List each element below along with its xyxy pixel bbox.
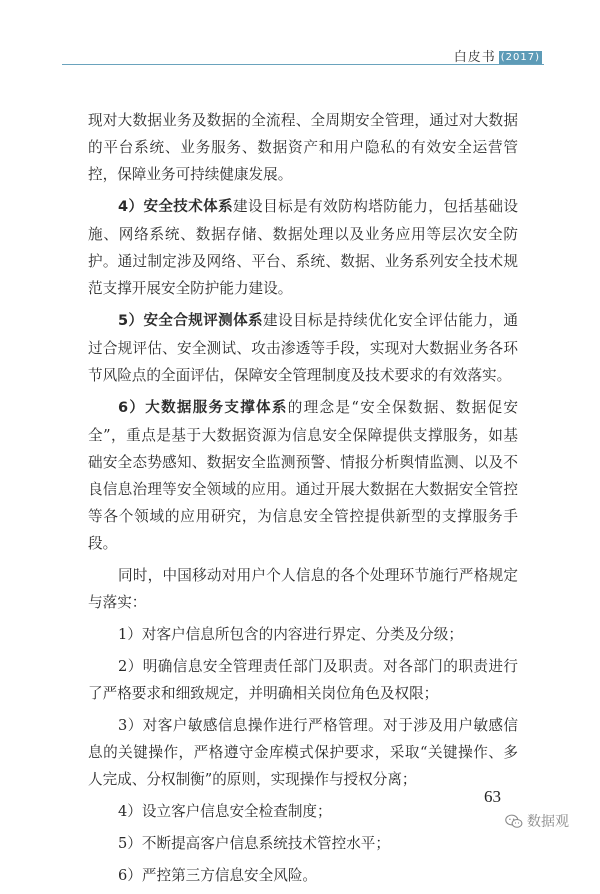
body-text	[88, 107, 518, 894]
page-number: 63	[484, 787, 501, 806]
wechat-icon	[505, 814, 523, 829]
paragraph-text: 的理念是“安全保数据、数据促安全”，重点是基于大数据资源为信息安全保障提供支撑服务，如基础安全态势感知、数据安全监测预警、情报分析舆情监测、以及不良信息治理等安全领域的应用。通过开展大数据在大数据安全管控等各个领域的应用研究，为信息安全管控提供新型的支撑服务手段。	[88, 399, 519, 552]
header-title	[454, 46, 542, 65]
paragraph-security-tech	[88, 193, 518, 302]
paragraph-intro: 现对大数据业务及数据的全流程、全周期安全管理，通过对大数据的平台系统、业务服务、数据资产和用户隐私的有效安全运营管控，保障业务可持续健康发展。	[88, 112, 518, 183]
paragraph-text: 建设目标是有效防构塔防能力，包括基础设施、网络系统、数据存储、数据处理以及业务应用等层次安全防护。通过制定涉及网络、平台、系统、数据、业务系列安全技术规范支撑开展安全防护能力建设。	[88, 198, 519, 297]
item-number: 6）	[118, 400, 146, 416]
page-header	[0, 0, 600, 70]
heading-big-data-service: 大数据服务支撑体系	[145, 400, 288, 416]
list-item: 1）对客户信息所包含的内容进行界定、分类及分级；	[118, 626, 463, 643]
list-item: 4）设立客户信息安全检查制度；	[118, 803, 332, 820]
item-number: 5）	[118, 313, 144, 329]
item-number: 4）	[118, 199, 144, 215]
paragraph-meanwhile: 同时，中国移动对用户个人信息的各个处理环节施行严格规定与落实：	[88, 567, 518, 611]
header-title-text: 白皮书	[453, 50, 496, 65]
header-rule	[62, 64, 544, 65]
paragraph-big-data-service	[88, 394, 518, 557]
paragraph-text: 建设目标是持续优化安全评估能力，通过合规评估、安全测试、攻击渗透等手段，实现对大数据业务各环节风险点的全面评估，保障安全管理制度及技术要求的有效落实。	[88, 312, 519, 384]
heading-compliance: 安全合规评测体系	[143, 313, 263, 329]
paragraph-compliance	[88, 307, 518, 389]
header-year-badge: (2017)	[500, 52, 540, 63]
heading-security-tech: 安全技术体系	[143, 199, 234, 215]
list-item: 2）明确信息安全管理责任部门及职责。对各部门的职责进行了严格要求和细致规定，并明确相关岗位角色及权限；	[88, 658, 518, 702]
list-item: 6）严控第三方信息安全风险。	[118, 867, 318, 884]
list-item: 5）不断提高客户信息系统技术管控水平；	[118, 835, 390, 852]
watermark	[505, 811, 569, 831]
watermark-text: 数据观	[527, 814, 569, 830]
list-item: 3）对客户敏感信息操作进行严格管理。对于涉及用户敏感信息的关键操作，严格遵守金库模式保护要求，采取“关键操作、多人完成、分权制衡”的原则，实现操作与授权分离；	[88, 717, 518, 788]
